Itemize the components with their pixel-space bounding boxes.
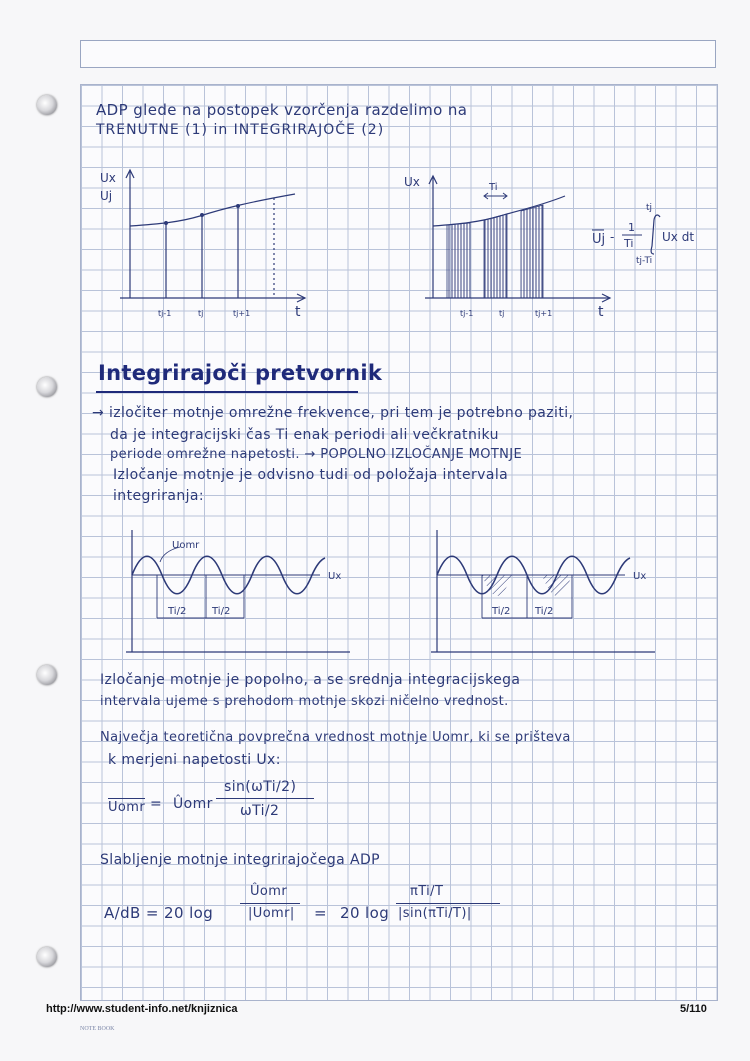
- wave2-seg2-label: Ti/2: [535, 606, 554, 617]
- eq2-equals: =: [314, 904, 327, 922]
- wave1-seg1-label: Ti/2: [168, 606, 187, 617]
- integral-formula: [588, 198, 708, 266]
- paragraph-line-5: integriranja:: [113, 488, 204, 504]
- wave1-seg2-label: Ti/2: [212, 606, 231, 617]
- intro-line-2: TRENUTNE (1) in INTEGRIRAJOČE (2): [96, 122, 385, 138]
- paragraph3-line-2: k merjeni napetosti Ux:: [108, 752, 281, 768]
- footer-page-number: 5/110: [680, 1003, 707, 1015]
- eq1-amplitude: Ûomr: [173, 796, 213, 812]
- notebook-brand: NOTE BOOK: [80, 1026, 115, 1032]
- formula-minus: -: [610, 230, 615, 244]
- eq1-lhs: Uomr: [108, 800, 146, 815]
- paragraph-line-1: → izločiter motnje omrežne frekvence, pri tem je potrebno paziti,: [92, 405, 574, 421]
- eq1-denominator: ωTi/2: [240, 803, 280, 819]
- intro-line-1: ADP glede na postopek vzorčenja razdelimo na: [96, 101, 468, 119]
- eq2-mid: 20 log: [340, 904, 390, 922]
- eq1-numerator: sin(ωTi/2): [224, 779, 297, 795]
- footer-url: http://www.student-info.net/knjiznica: [46, 1003, 238, 1015]
- formula-denominator: Ti: [624, 237, 634, 250]
- wave-diagram-2: [425, 520, 665, 660]
- diagram1-tick-1: tj: [198, 309, 204, 318]
- formula-integrand: Ux dt: [662, 230, 695, 244]
- title-underline: [96, 391, 358, 393]
- eq2-lhs: A/dB = 20 log: [104, 904, 214, 922]
- wave2-ux-label: Ux: [633, 571, 647, 582]
- eq2-denominator-1: |Uomr|: [248, 906, 295, 921]
- diagram2-ylabel-ux: Ux: [404, 175, 420, 189]
- diagram1-ylabel-uj: Uj: [100, 189, 113, 203]
- eq1-equals: =: [150, 796, 163, 812]
- wave1-ux-label: Ux: [328, 571, 342, 582]
- wave1-amplitude-label: Uomr: [172, 540, 200, 551]
- diagram1-xlabel: t: [295, 304, 301, 320]
- binder-hole-4: [37, 947, 57, 967]
- binder-hole-3: [37, 665, 57, 685]
- diagram1-tick-0: tj-1: [158, 309, 172, 318]
- integral-sign: [651, 215, 660, 254]
- diagram2-tick-1: tj: [499, 309, 505, 318]
- diagram2-tick-0: tj-1: [460, 309, 474, 318]
- eq2-fraction-bar-2: [396, 903, 500, 904]
- paragraph-line-2: da je integracijski čas Ti enak periodi ali večkratniku: [110, 427, 499, 443]
- formula-upper-limit: tj: [646, 203, 653, 213]
- diagram1-tick-2: tj+1: [233, 309, 251, 318]
- eq2-fraction-bar-1: [240, 903, 300, 904]
- diagram1-ylabel-ux: Ux: [100, 171, 116, 185]
- sampling-diagram-instant: [90, 160, 320, 325]
- formula-numerator: 1: [628, 221, 635, 234]
- eq2-numerator-2: πTi/T: [410, 884, 444, 899]
- paragraph2-line-2: intervala ujeme s prehodom motnje skozi ničelno vrednost.: [100, 694, 509, 709]
- eq2-numerator-1: Ûomr: [250, 884, 288, 899]
- formula-lhs: Uj: [592, 232, 606, 247]
- header-box: [80, 40, 716, 68]
- paragraph-line-4: Izločanje motnje je odvisno tudi od položaja intervala: [113, 467, 509, 483]
- eq1-fraction-bar: [216, 798, 314, 799]
- diagram2-tick-2: tj+1: [535, 309, 553, 318]
- section-title: Integrirajoči pretvornik: [98, 361, 383, 385]
- wave-diagram-1: [120, 520, 360, 660]
- diagram2-width-label: Ti: [489, 182, 498, 193]
- paragraph3-line-1: Največja teoretična povprečna vrednost motnje Uomr, ki se prišteva: [100, 730, 571, 745]
- sampling-diagram-integrating: [400, 168, 615, 323]
- wave2-seg1-label: Ti/2: [492, 606, 511, 617]
- binder-hole-2: [37, 377, 57, 397]
- paragraph-line-3: periode omrežne napetosti. → POPOLNO IZLOČANJE MOTNJE: [110, 447, 523, 462]
- eq2-denominator-2: |sin(πTi/T)|: [398, 906, 472, 921]
- paragraph2-line-1: Izločanje motnje je popolno, a se srednja integracijskega: [100, 672, 521, 688]
- diagram2-xlabel: t: [598, 304, 604, 320]
- binder-hole-1: [37, 95, 57, 115]
- paragraph4: Slabljenje motnje integrirajočega ADP: [100, 852, 380, 868]
- formula-lower-limit: tj-Ti: [636, 256, 653, 266]
